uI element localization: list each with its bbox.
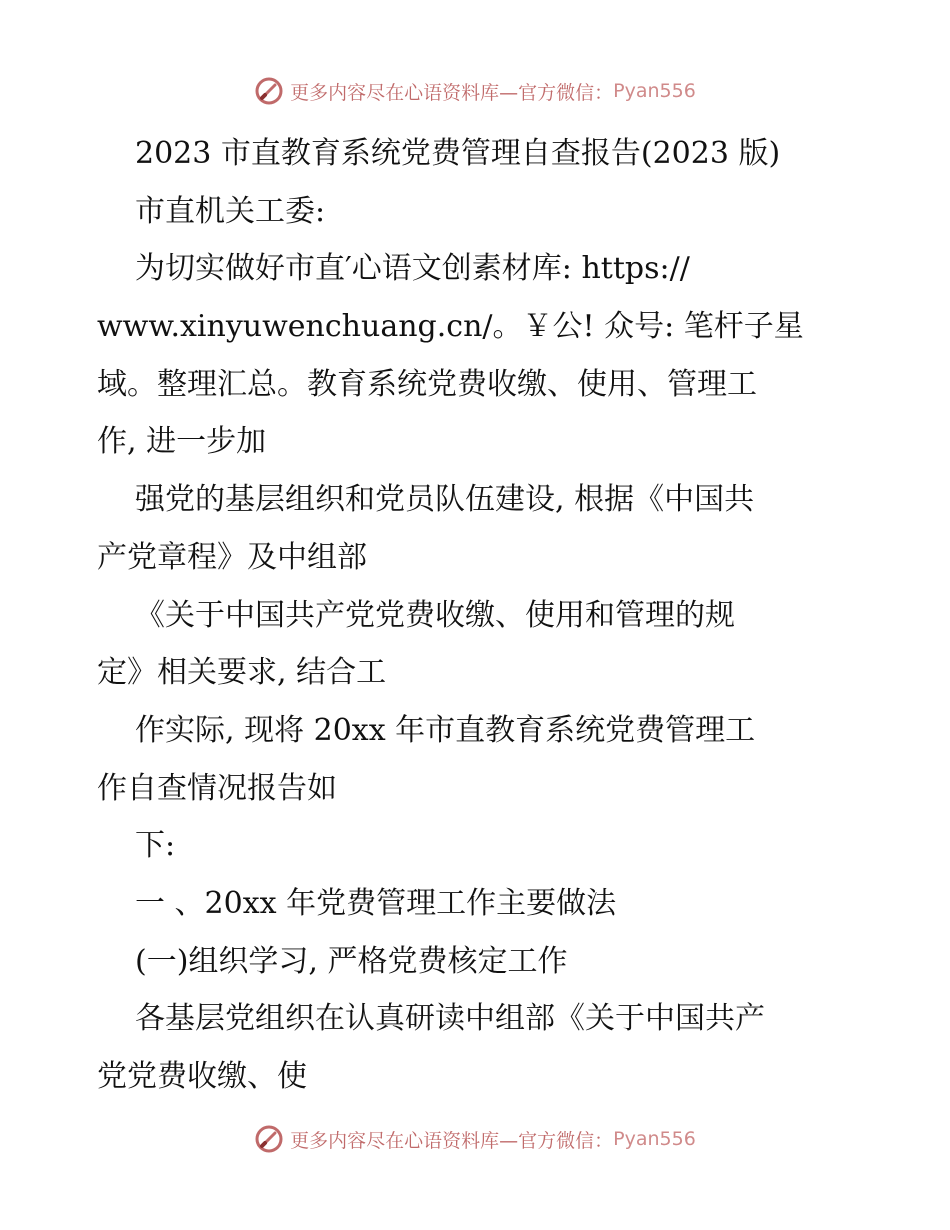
- watermark-handle: Pyan556: [613, 1128, 696, 1150]
- watermark-text: 更多内容尽在心语资料库—官方微信：: [290, 1129, 614, 1152]
- document-line: 作, 进一步加: [97, 424, 267, 460]
- document-line: 域。整理汇总。教育系统党费收缴、使用、管理工: [97, 366, 757, 402]
- document-body: [97, 125, 857, 1106]
- document-line: 作自查情况报告如: [97, 770, 337, 806]
- document-line: 党党费收缴、使: [97, 1059, 307, 1094]
- document-title: 2023 市直教育系统党费管理自查报告(2023 版): [135, 136, 781, 171]
- watermark-handle: Pyan556: [613, 80, 696, 102]
- watermark-banner-top: [0, 75, 950, 107]
- document-line: 各基层党组织在认真研读中组部《关于中国共产: [135, 1001, 765, 1037]
- watermark-banner-bottom: [0, 1123, 950, 1155]
- document-line: 定》相关要求, 结合工: [97, 655, 387, 691]
- section-heading: 一 、20xx 年党费管理工作主要做法: [135, 885, 617, 921]
- document-line: 为切实做好市直′心语文创素材库: https://: [135, 251, 690, 287]
- brush-pen-logo-icon: [254, 1124, 284, 1154]
- document-line: 下:: [135, 828, 176, 864]
- document-line: 产党章程》及中组部: [97, 539, 367, 575]
- watermark-text: 更多内容尽在心语资料库—官方微信：: [290, 81, 614, 104]
- document-line: 市直机关工委:: [135, 193, 326, 229]
- document-line: 《关于中国共产党党费收缴、使用和管理的规: [135, 597, 735, 633]
- subsection-heading: (一)组织学习, 严格党费核定工作: [135, 943, 568, 979]
- document-line: www.xinyuwenchuang.cn/。￥公! 众号: 笔杆子星: [97, 309, 804, 345]
- brush-pen-logo-icon: [254, 76, 284, 106]
- document-line: 强党的基层组织和党员队伍建设, 根据《中国共: [135, 482, 755, 518]
- document-line: 作实际, 现将 20xx 年市直教育系统党费管理工: [135, 712, 756, 748]
